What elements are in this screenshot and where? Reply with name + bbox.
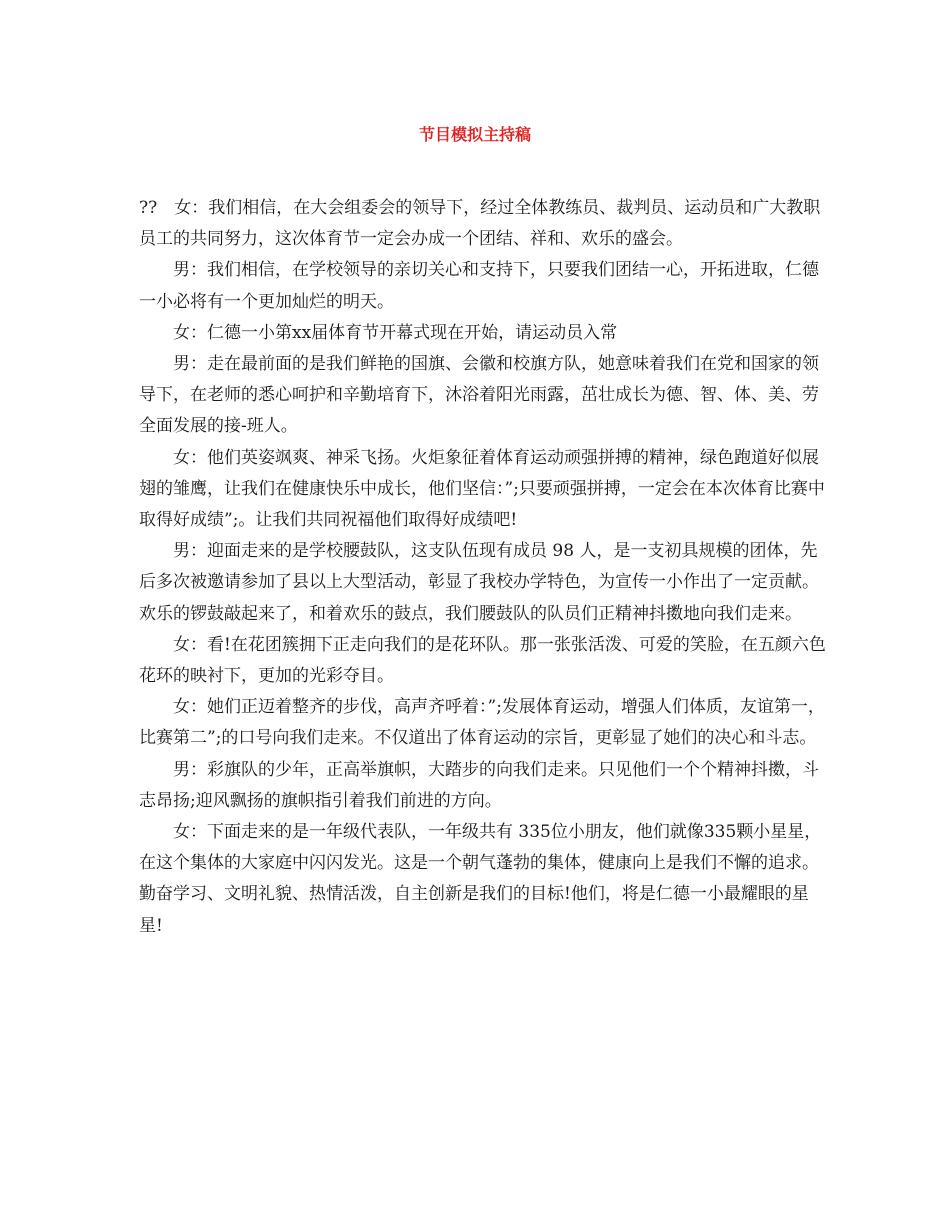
document-title: 节目模拟主持稿 [418,125,531,144]
paragraph: 男：迎面走来的是学校腰鼓队，这支队伍现有成员 98 人，是一支初具规模的团体，先后多次被邀请参加了县以上大型活动，彰显了我校办学特色，为宣传一小作出了一定贡献。欢乐的锣鼓敲起来了，和着欢乐的鼓点，我们腰鼓队的队员们正精神抖擞地向我们走来。 [139,541,819,624]
paragraph: ?? 女：我们相信，在大会组委会的领导下，经过全体教练员、裁判员、运动员和广大教职员工的共同努力，这次体育节一定会办成一个团结、祥和、欢乐的盛会。 [139,198,821,250]
paragraph: 女：下面走来的是一年级代表队，一年级共有 335位小朋友，他们就像335颗小星星，在这个集体的大家庭中闪闪发光。这是一个朝气蓬勃的集体，健康向上是我们不懈的追求。勤奋学习、文明礼貌、热情活泼，自主创新是我们的目标!他们，将是仁德一小最耀眼的星星! [139,822,822,936]
paragraph: 男：走在最前面的是我们鲜艳的国旗、会徽和校旗方队，她意味着我们在党和国家的领导下，在老师的悉心呵护和辛勤培育下，沐浴着阳光雨露，茁壮成长为德、智、体、美、劳全面发展的接-班人。 [139,354,819,437]
paragraph: 女：仁德一小第xx届体育节开幕式现在开始，请运动员入常 [173,322,618,343]
paragraph: 女：她们正迈着整齐的步伐，高声齐呼着：”;发展体育运动，增强人们体质，友谊第一，比赛第二”;的口号向我们走来。不仅道出了体育运动的宗旨，更彰显了她们的决心和斗志。 [139,697,825,749]
paragraph: 男：彩旗队的少年，正高举旗帜，大踏步的向我们走来。只见他们一个个精神抖擞，斗志昂扬;迎风飘扬的旗帜指引着我们前进的方向。 [139,759,819,811]
paragraph: 女：他们英姿飒爽、神采飞扬。火炬象征着体育运动顽强拼搏的精神，绿色跑道好似展翅的雏鹰，让我们在健康快乐中成长，他们坚信：”;只要顽强拼搏，一定会在本次体育比赛中取得好成绩”;。让我们共同祝福他们取得好成绩吧! [139,447,825,531]
paragraph: 男：我们相信，在学校领导的亲切关心和支持下，只要我们团结一心，开拓进取，仁德一小必将有一个更加灿烂的明天。 [139,260,819,312]
document-body [139,193,829,942]
paragraph: 女：看!在花团簇拥下正走向我们的是花环队。那一张张活泼、可爱的笑脸，在五颜六色花环的映衬下，更加的光彩夺目。 [139,634,826,687]
